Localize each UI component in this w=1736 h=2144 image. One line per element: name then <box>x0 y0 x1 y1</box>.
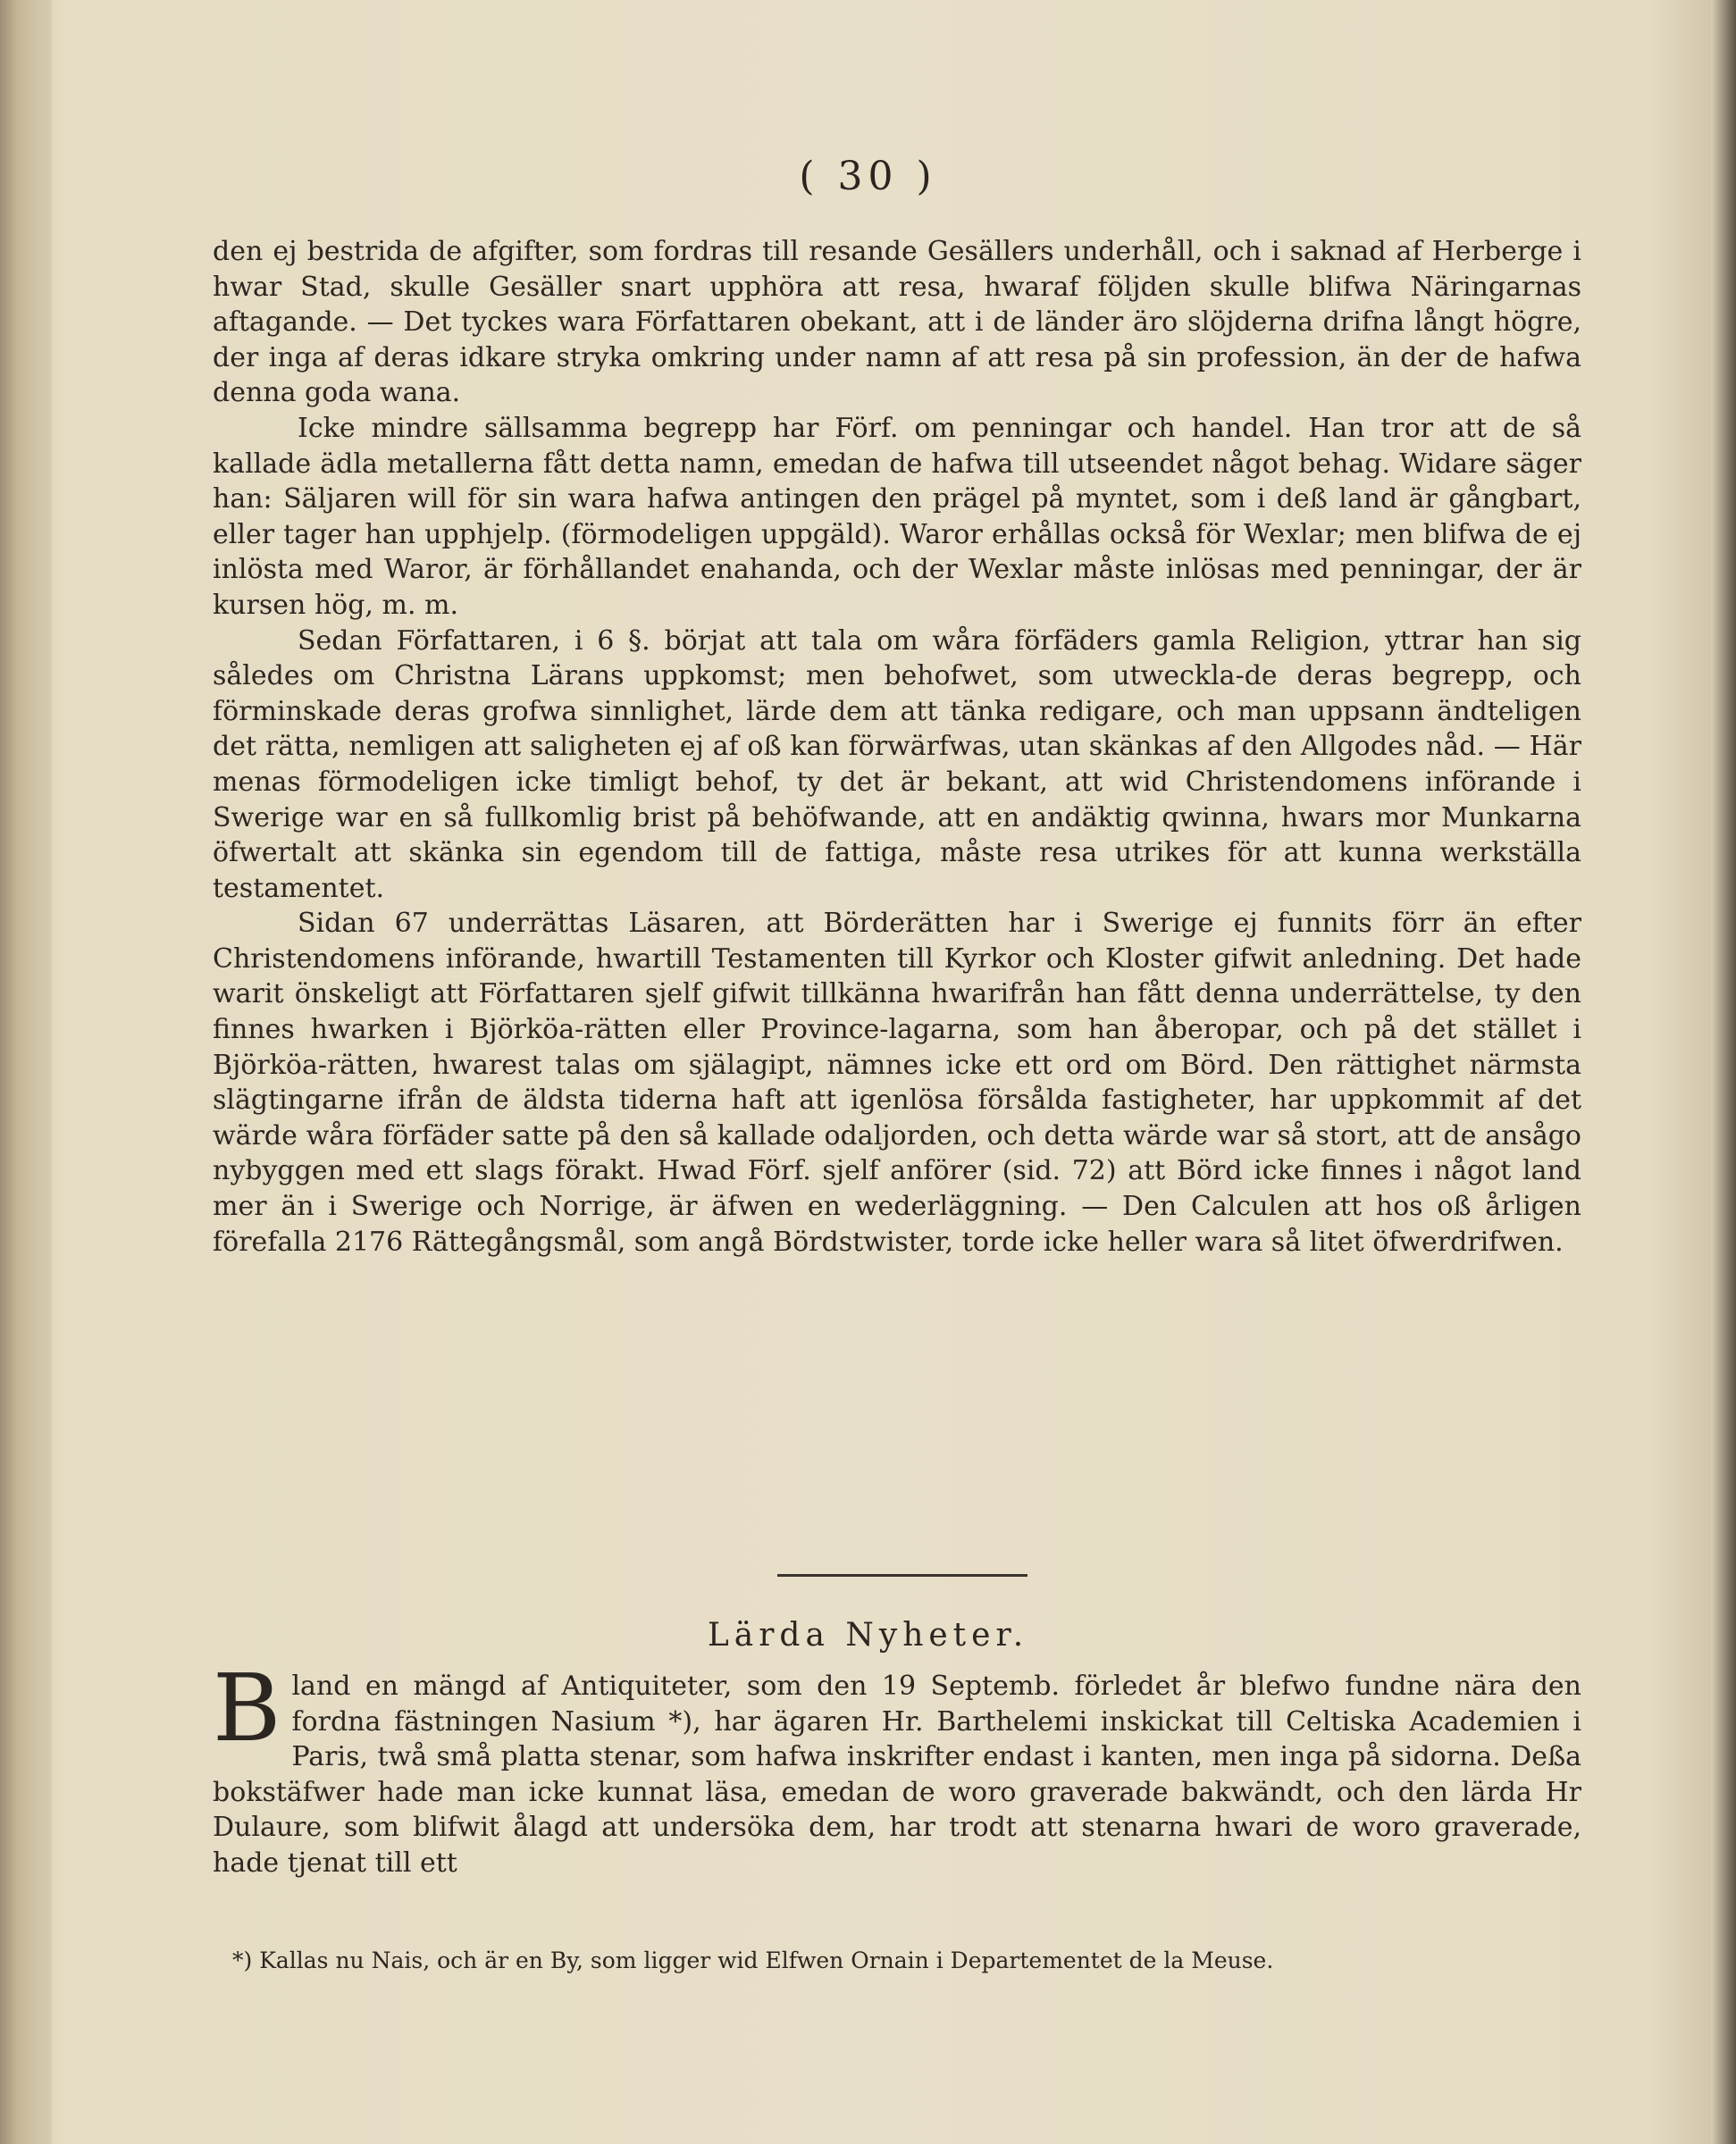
section-heading: Lärda Nyheter. <box>707 1617 1029 1654</box>
paragraph: Sedan Författaren, i 6 §. börjat att tala om wåra förfäders gamla Religion, yttrar han sig således om Christna Lärans uppkomst; men behofwet, som utweckla-de deras begrepp, och förminskade deras grofwa sinnlighet, lärde dem att tänka redigare, och man uppsann ändteligen det rätta, nemligen att saligheten ej af oß kan förwärfwas, utan skänkas af den Allgodes nåd. — Här menas förmodeligen icke timligt behof, ty det är bekant, att wid Christendomens införande i Swerige war en så fullkomlig brist på behöfwande, att en andäktig qwinna, hwars mor Munkarna öfwertalt att skänka sin egendom till de fattiga, måste resa utrikes för att kunna werkställa testamentet. <box>213 624 1581 904</box>
section-divider <box>777 1574 1027 1577</box>
drop-cap: B <box>213 1654 281 1763</box>
paragraph: den ej bestrida de afgifter, som fordras till resande Gesällers underhåll, och i saknad af Herberge i hwar Stad, skulle Gesäller snart upphöra att resa, hwaraf följden skulle blifwa Näringarnas aftagande. — Det tyckes wara Författaren obekant, att i de länder äro slöjderna drifna långt högre, der inga af deras idkare stryka omkring under namn af att resa på sin profession, än der de hafwa denna goda wana. <box>213 236 1581 409</box>
page-gutter <box>0 0 52 2144</box>
main-text <box>213 234 1581 1260</box>
paragraph: Icke mindre sällsamma begrepp har Förf. om penningar och handel. Han tror att de så kallade ädla metallerna fått detta namn, emedan de hafwa till utseendet något behag. Widare säger han: Säljaren will för sin wara hafwa antingen den prägel på myntet, som i deß land är gångbart, eller tager han upphjelp. (förmodeligen uppgäld). Waror erhållas också för Wexlar; men blifwa de ej inlösta med Waror, är förhållandet enahanda, och der Wexlar måste inlösas med penningar, der är kursen hög, m. m. <box>213 412 1581 621</box>
news-paragraph <box>213 1654 1581 1881</box>
paragraph: Sidan 67 underrättas Läsaren, att Börderätten har i Swerige ej funnits förr än efter Christendomens införande, hwartill Testamenten till Kyrkor och Kloster gifwit anledning. Det hade warit önskeligt att Författaren sjelf gifwit tillkänna hwarifrån han fått denna underrättelse, ty den finnes hwarken i Björköa-rätten eller Province-lagarna, som han åberopar, och på det stället i Björköa-rätten, hwarest talas om själagipt, nämnes icke ett ord om Börd. Den rättighet närmsta slägtingarne ifrån de äldsta tiderna haft att igenlösa försålda fastigheter, har uppkommit af det wärde wåra förfäder satte på den så kallade odaljorden, och detta wärde war så stort, att de ansågo nybyggen med ett slags förakt. Hwad Förf. sjelf anförer (sid. 72) att Börd icke finnes i något land mer än i Swerige och Norrige, är äfwen en wederläggning. — Den Calculen att hos oß årligen förefalla 2176 Rättegångsmål, som angå Bördstwister, torde icke heller wara så litet öfwerdrifwen. <box>213 908 1581 1258</box>
page-number: ( 30 ) <box>799 154 937 199</box>
news-body: land en mängd af Antiquiteter, som den 19 Septemb. förledet år blefwo fundne nära den fordna fästningen Nasium *), har ägaren Hr. Barthelemi inskickat till Celtiska Academien i Paris, twå små platta stenar, som hafwa inskrifter endast i kanten, men inga på sidorna. Deßa bokstäfwer hade man icke kunnat läsa, emedan de woro graverade bakwändt, och den lärda Hr Dulaure, som blifwit ålagd att undersöka dem, har trodt att stenarna hwari de woro graverade, hade tjenat till ett <box>213 1671 1581 1879</box>
footnote: *) Kallas nu Nais, och är en By, som ligger wid Elfwen Ornain i Departementet de la Meuse. <box>232 1947 1274 1973</box>
page-edge <box>1711 0 1736 2144</box>
